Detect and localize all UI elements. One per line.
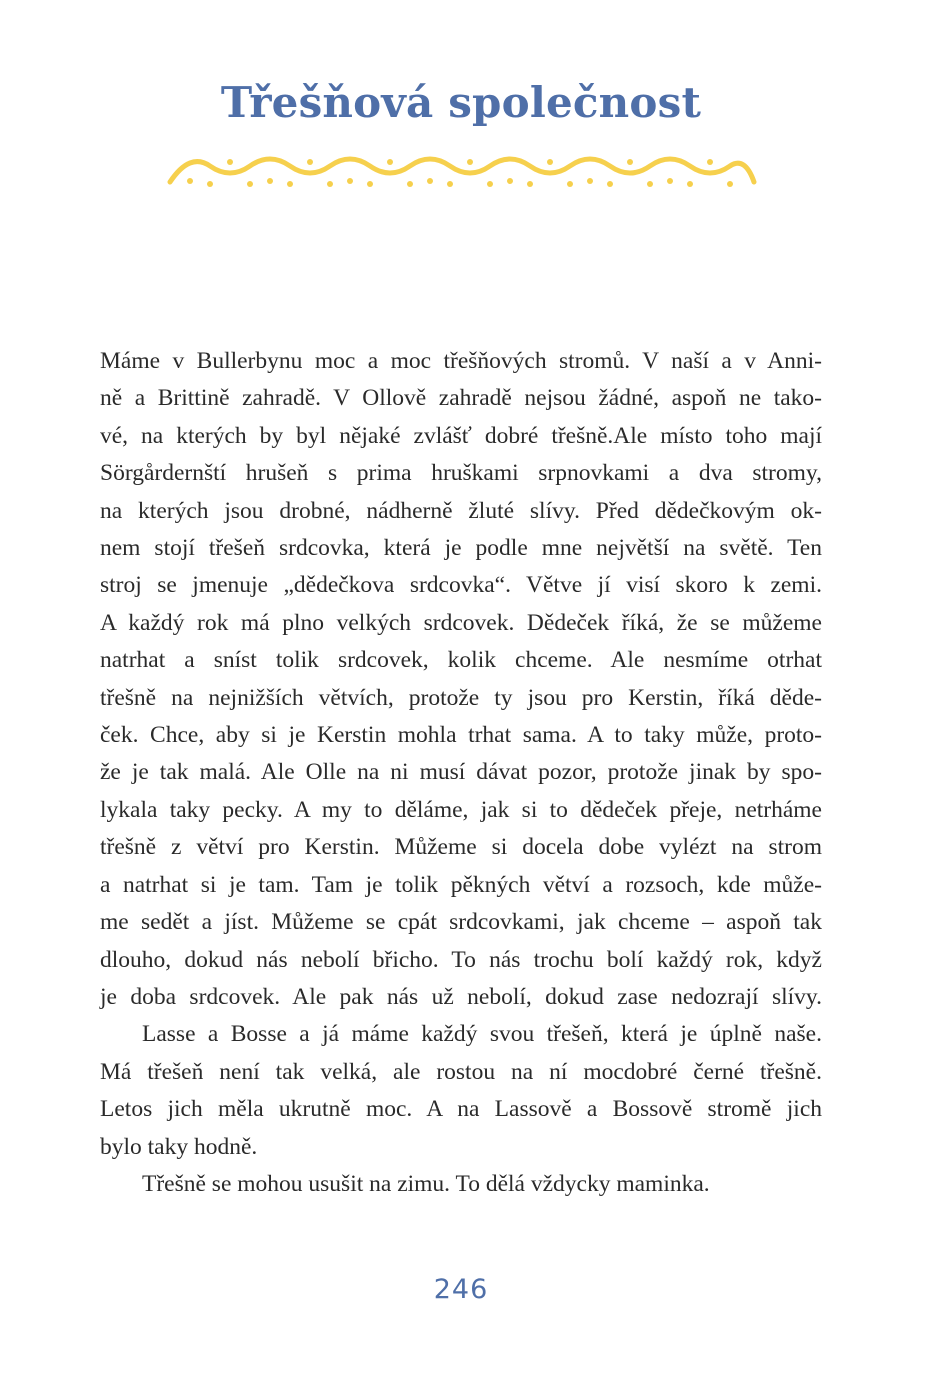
text-line: vé, na kterých by byl nějaké zvlášť dobré třešně.Ale místo toho mají — [100, 422, 822, 449]
page-number: 246 — [433, 1274, 489, 1305]
text-line: je doba srdcovek. Ale pak nás už nebolí, dokud zase nedozrají slívy. — [100, 983, 822, 1010]
text-line: ně a Brittině zahradě. V Ollově zahradě nejsou žádné, aspoň ne tako- — [100, 385, 822, 412]
text-line: ček. Chce, aby si je Kerstin mohla trhat sama. A to taky může, proto- — [100, 722, 822, 749]
text-line: Má třešeň není tak velká, ale rostou na ní mocdobré černé třešně. — [100, 1058, 822, 1085]
text-line: lykala taky pecky. A my to děláme, jak si to dědeček přeje, netrháme — [100, 796, 822, 823]
text-line: že je tak malá. Ale Olle na ni musí dávat pozor, protože jinak by spo- — [100, 759, 822, 786]
text-line: Sörgårdernští hrušeň s prima hruškami srpnovkami a dva stromy, — [100, 460, 822, 487]
text-line: Lasse a Bosse a já máme každý svou třešeň, která je úplně naše. — [142, 1021, 822, 1048]
text-line: me sedět a jíst. Můžeme se cpát srdcovkami, jak chceme – aspoň tak — [100, 909, 822, 936]
paragraph-2 — [100, 1016, 822, 1166]
chapter-body-text — [100, 343, 822, 1203]
text-line: a natrhat si je tam. Tam je tolik pěkných větví a rozsoch, kde může- — [100, 871, 822, 898]
paragraph-1 — [100, 343, 822, 1016]
chapter-title: Třešňová společnost — [220, 78, 702, 127]
wavy-dotted-ornament-icon — [160, 148, 762, 196]
text-line: natrhat a sníst tolik srdcovek, kolik chceme. Ale nesmíme otrhat — [100, 647, 822, 674]
text-line: třešně z větví pro Kerstin. Můžeme si docela dobe vylézt na strom — [100, 834, 822, 861]
text-line: Letos jich měla ukrutně moc. A na Lassově a Bossově stromě jich — [100, 1096, 822, 1123]
text-line: na kterých jsou drobné, nádherně žluté slívy. Před dědečkovým ok- — [100, 497, 822, 524]
text-line: bylo taky hodně. — [100, 1133, 258, 1160]
text-line: třešně na nejnižších větvích, protože ty jsou pro Kerstin, říká děde- — [100, 684, 822, 711]
text-line: A každý rok má plno velkých srdcovek. Dědeček říká, že se můžeme — [100, 609, 822, 636]
text-line: nem stojí třešeň srdcovka, která je podle mne největší na světě. Ten — [100, 535, 822, 562]
text-line: stroj se jmenuje „dědečkova srdcovka“. Větve jí visí skoro k zemi. — [100, 572, 822, 599]
paragraph-3 — [100, 1166, 822, 1203]
text-line: Třešně se mohou usušit na zimu. To dělá vždycky maminka. — [142, 1170, 710, 1197]
text-line: dlouho, dokud nás nebolí břicho. To nás trochu bolí každý rok, když — [100, 946, 822, 973]
text-line: Máme v Bullerbynu moc a moc třešňových stromů. V naší a v Anni- — [100, 348, 822, 374]
